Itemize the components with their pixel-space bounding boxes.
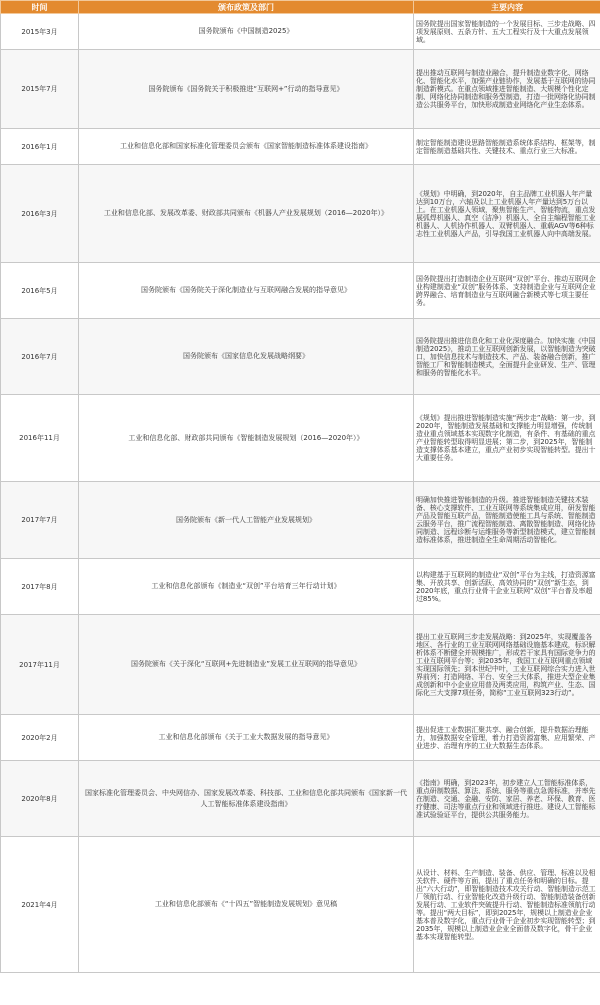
- cell-dept: 工业和信息化部、财政部共同颁布《智能制造发展规划（2016—2020年）》: [79, 395, 414, 482]
- cell-dept: 工业和信息化部、发展改革委、财政部共同颁布《机器人产业发展规划（2016—2020年）》: [79, 165, 414, 263]
- cell-time: 2015年7月: [1, 50, 79, 129]
- cell-dept: 国务院颁布《关于深化“互联网+先进制造业”发展工业互联网的指导意见》: [79, 615, 414, 715]
- cell-content: 以构建基于互联网的制造业“双创”平台为主线，打造资源富集、开放共享、创新活跃、高效协同的“双创”新生态，到2020年底，重点行业骨干企业互联网“双创”平台普及率超过85%。: [414, 559, 600, 615]
- table-header-row: [1, 1, 600, 14]
- cell-dept: 国务院颁布《国务院关于深化制造业与互联网融合发展的指导意见》: [79, 263, 414, 319]
- table-row: [1, 715, 600, 761]
- cell-dept: 国家标准化管理委员会、中央网信办、国家发展改革委、科技部、工业和信息化部共同颁布《国家新一代人工智能标准体系建设指南》: [79, 761, 414, 837]
- cell-content: 提出推动互联网与制造业融合，提升制造业数字化、网络化、智能化水平，加强产业链协作，发展基于互联网的协同制造新模式。在重点领域推进智能制造、大规模个性化定制、网络化协同制造和服务型制造，打造一批网络化协同制造公共服务平台，加快形成制造业网络化产业生态体系。: [414, 50, 600, 129]
- cell-dept: 国务院颁布《中国制造2025》: [79, 14, 414, 50]
- cell-content: 国务院提出推进信息化和工业化深度融合。加快实施《中国制造2025》，推动工业互联网创新发展，以智能制造为突破口，加快信息技术与制造技术、产品、装备融合创新，推广智能工厂和智能制造模式，全面提升企业研发、生产、管理和服务的智能化水平。: [414, 319, 600, 395]
- cell-dept: 工业和信息化部和国家标准化管理委员会颁布《国家智能制造标准体系建设指南》: [79, 129, 414, 165]
- table-row: [1, 482, 600, 559]
- cell-time: 2015年3月: [1, 14, 79, 50]
- table-row: [1, 50, 600, 129]
- header-time: 时间: [1, 1, 79, 14]
- table-row: [1, 837, 600, 973]
- cell-time: 2016年1月: [1, 129, 79, 165]
- cell-dept: 工业和信息化部颁布《“十四五”智能制造发展规划》意见稿: [79, 837, 414, 973]
- table-row: [1, 559, 600, 615]
- header-content: 主要内容: [414, 1, 600, 14]
- cell-dept: 国务院颁布《国家信息化发展战略纲要》: [79, 319, 414, 395]
- table-row: [1, 319, 600, 395]
- table-row: [1, 615, 600, 715]
- cell-time: 2020年2月: [1, 715, 79, 761]
- cell-dept: 国务院颁布《国务院关于积极推进“互联网+”行动的指导意见》: [79, 50, 414, 129]
- cell-time: 2021年4月: [1, 837, 79, 973]
- table-row: [1, 14, 600, 50]
- table-row: [1, 129, 600, 165]
- cell-time: 2016年3月: [1, 165, 79, 263]
- cell-content: 提出工业互联网三步走发展战略：到2025年，实现覆盖各地区、各行业的工业互联网网络基础设施基本建成，标识解析体系不断健全并规模推广，形成若干家具有国际竞争力的工业互联网平台等；到2035年，我国工业互联网重点领域实现国际领先；到本世纪中叶，工业互联网综合实力进入世界前列；打造网络、平台、安全三大体系，推进大型企业集成创新和中小企业应用普及两类应用，构筑产业、生态、国际化三大支撑7项任务，简称“工业互联网323行动”。: [414, 615, 600, 715]
- table-row: [1, 165, 600, 263]
- table-row: [1, 263, 600, 319]
- header-dept: 颁布政策及部门: [79, 1, 414, 14]
- cell-content: 制定智能制造建设思路智能制造系统体系结构、框架等，制定智能制造基础共性、关键技术、重点行业三大标准。: [414, 129, 600, 165]
- cell-dept: 工业和信息化部颁布《关于工业大数据发展的指导意见》: [79, 715, 414, 761]
- cell-time: 2016年11月: [1, 395, 79, 482]
- table-row: [1, 761, 600, 837]
- cell-time: 2020年8月: [1, 761, 79, 837]
- cell-time: 2017年7月: [1, 482, 79, 559]
- cell-time: 2017年11月: [1, 615, 79, 715]
- cell-content: 国务院提出国家智能制造的一个发展目标、三步走战略、四项发展原则、五条方针、五大工程实行及十大重点发展领域。: [414, 14, 600, 50]
- cell-time: 2016年7月: [1, 319, 79, 395]
- cell-content: 明确加快推进智能制造的升级。推进智能制造关键技术装备、核心支撑软件、工业互联网等系统集成应用，研发智能产品及智能互联产品，智能制造使能工具与系统、智能制造云服务平台，推广流程智能制造、离散智能制造、网络化协同制造、远程诊断与运维服务等新型制造模式，建立智能制造标准体系，推进制造全生命周期活动智能化。: [414, 482, 600, 559]
- cell-content: 提出促进工业数据汇聚共享、融合创新，提升数据治理能力，加强数据安全管理，着力打造资源富集、应用繁荣、产业进步、治理有序的工业大数据生态体系。: [414, 715, 600, 761]
- cell-dept: 工业和信息化部颁布《制造业“双创”平台培育三年行动计划》: [79, 559, 414, 615]
- cell-dept: 国务院颁布《新一代人工智能产业发展规划》: [79, 482, 414, 559]
- cell-time: 2017年8月: [1, 559, 79, 615]
- cell-time: 2016年5月: [1, 263, 79, 319]
- cell-content: 《规划》提出推进智能制造实施“两步走”战略：第一步，到2020年，智能制造发展基础和支撑能力明显增强，传统制造业重点领域基本实现数字化制造，有条件、有基础的重点产业智能转型取得明显进展；第二步，到2025年，智能制造支撑体系基本建立，重点产业初步实现智能转型。提出十大重要任务。: [414, 395, 600, 482]
- cell-content: 国务院提出打造制造企业互联网“双创”平台、推动互联网企业构建制造业“双创”服务体系、支持制造企业与互联网企业跨界融合、培育制造业与互联网融合新模式等七项主要任务。: [414, 263, 600, 319]
- table-row: [1, 395, 600, 482]
- cell-content: 从设计、材料、生产制造、装备、供应、管理、标准以及相关软件、硬件等方面，提出了重点任务和明确的目标。提出“六大行动”，即智能制造技术攻关行动、智能制造示范工厂领航行动、行业智能化改造升级行动、智能制造装备创新发展行动、工业软件突破提升行动、智能制造标准领航行动等。提出“两大目标”，即到2025年，规模以上制造业企业基本普及数字化，重点行业骨干企业初步实现智能转型；到2035年，规模以上制造业企业全面普及数字化，骨干企业基本实现智能转型。: [414, 837, 600, 973]
- cell-content: 《指南》明确，到2023年，初步建立人工智能标准体系，重点研制数据、算法、系统、服务等重点急需标准，并率先在制造、交通、金融、安防、家居、养老、环保、教育、医疗健康、司法等重点行业和领域进行推进。建设人工智能标准试验验证平台，提供公共服务能力。: [414, 761, 600, 837]
- cell-content: 《规划》中明确，到2020年，自主品牌工业机器人年产量达到10万台，六轴及以上工业机器人年产量达到5万台以上。在工业机器人领域，聚焦智能生产、智能物流，重点发展弧焊机器人、真空（洁净）机器人、全自主编程智能工业机器人、人机协作机器人、双臂机器人、重载AGV等6种标志性工业机器人产品，引导我国工业机器人向中高端发展。: [414, 165, 600, 263]
